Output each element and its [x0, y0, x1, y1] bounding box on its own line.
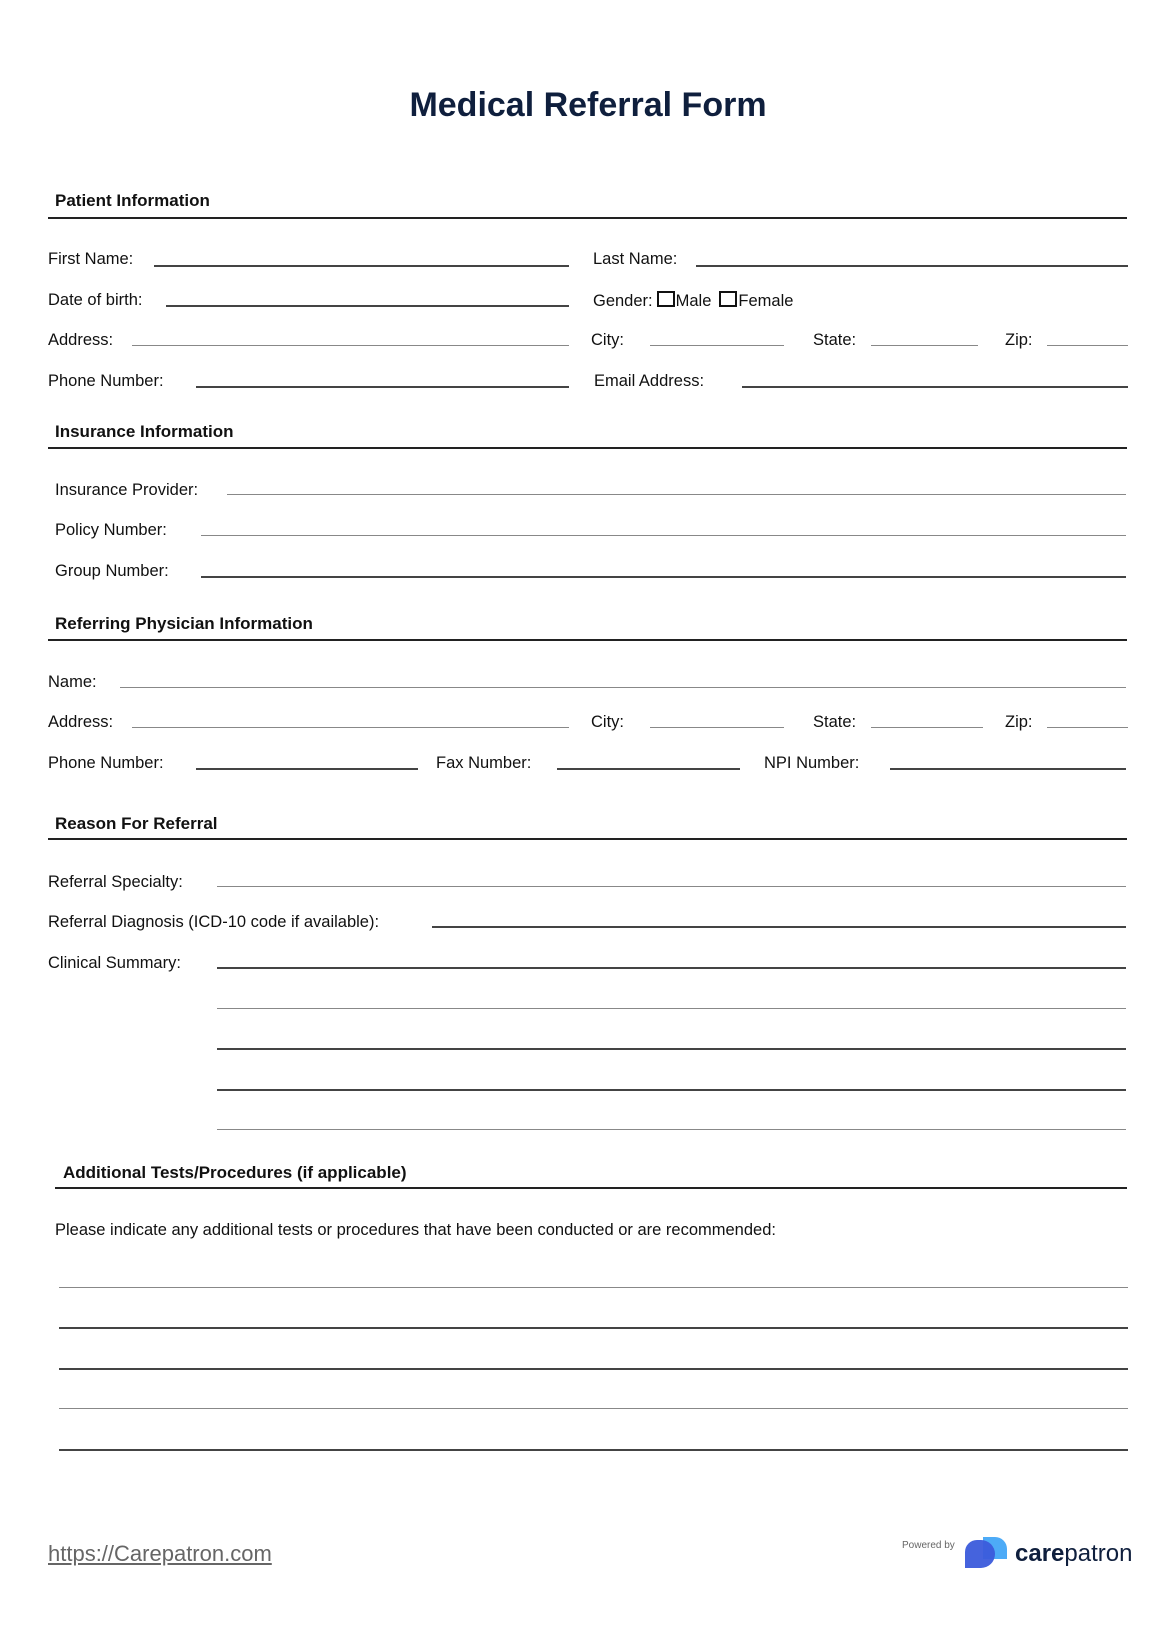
gender-label: Gender:: [593, 292, 653, 310]
npi-field[interactable]: [890, 768, 1126, 770]
powered-by-label: Powered by: [902, 1540, 955, 1551]
additional-line[interactable]: [59, 1449, 1128, 1451]
section-divider: [48, 639, 1127, 641]
city-field[interactable]: [650, 345, 784, 346]
section-divider: [48, 217, 1127, 219]
section-heading-reason: Reason For Referral: [55, 814, 218, 833]
section-heading-physician: Referring Physician Information: [55, 614, 313, 633]
specialty-field[interactable]: [217, 886, 1126, 887]
specialty-label: Referral Specialty:: [48, 873, 183, 891]
section-heading-patient: Patient Information: [55, 191, 210, 210]
policy-number-field[interactable]: [201, 535, 1126, 536]
physician-state-field[interactable]: [871, 727, 983, 728]
brand-rest: patron: [1064, 1540, 1133, 1567]
fax-field[interactable]: [557, 768, 740, 770]
additional-line[interactable]: [59, 1327, 1128, 1329]
address-field[interactable]: [132, 345, 569, 346]
physician-address-field[interactable]: [132, 727, 569, 728]
physician-city-label: City:: [591, 713, 624, 731]
state-field[interactable]: [871, 345, 978, 346]
clinical-summary-line[interactable]: [217, 967, 1126, 969]
clinical-summary-label: Clinical Summary:: [48, 954, 181, 972]
physician-phone-field[interactable]: [196, 768, 418, 770]
address-label: Address:: [48, 331, 114, 349]
zip-label: Zip:: [1005, 331, 1033, 349]
carepatron-link[interactable]: https://Carepatron.com: [48, 1541, 272, 1566]
physician-phone-label: Phone Number:: [48, 754, 164, 772]
phone-label: Phone Number:: [48, 372, 164, 390]
additional-line[interactable]: [59, 1408, 1128, 1409]
clinical-summary-line[interactable]: [217, 1089, 1126, 1091]
zip-field[interactable]: [1047, 345, 1128, 346]
physician-state-label: State:: [813, 713, 857, 731]
fax-label: Fax Number:: [436, 754, 532, 772]
female-checkbox[interactable]: [719, 291, 737, 307]
dob-label: Date of birth:: [48, 291, 143, 309]
male-checkbox[interactable]: [657, 291, 675, 307]
page-title: Medical Referral Form: [409, 86, 767, 124]
physician-name-field[interactable]: [120, 687, 1126, 688]
phone-field[interactable]: [196, 386, 569, 388]
carepatron-brand: [1015, 1540, 1132, 1568]
section-divider: [48, 447, 1127, 449]
physician-address-label: Address:: [48, 713, 114, 731]
policy-number-label: Policy Number:: [55, 521, 167, 539]
clinical-summary-line[interactable]: [217, 1048, 1126, 1050]
city-label: City:: [591, 331, 624, 349]
clinical-summary-line[interactable]: [217, 1008, 1126, 1009]
physician-zip-field[interactable]: [1047, 727, 1128, 728]
gender-group: [593, 291, 793, 311]
email-field[interactable]: [742, 386, 1128, 388]
first-name-label: First Name:: [48, 250, 134, 268]
dob-field[interactable]: [166, 305, 569, 307]
last-name-label: Last Name:: [593, 250, 678, 268]
last-name-field[interactable]: [696, 265, 1128, 267]
insurance-provider-label: Insurance Provider:: [55, 481, 199, 499]
section-divider: [55, 1187, 1127, 1189]
insurance-provider-field[interactable]: [227, 494, 1126, 495]
group-number-label: Group Number:: [55, 562, 169, 580]
diagnosis-field[interactable]: [432, 926, 1126, 928]
additional-line[interactable]: [59, 1287, 1128, 1288]
additional-instruction: Please indicate any additional tests or procedures that have been conducted or are recommended:: [55, 1221, 776, 1239]
male-label: Male: [675, 292, 712, 310]
section-divider: [48, 838, 1127, 840]
section-heading-additional: Additional Tests/Procedures (if applicable): [63, 1163, 407, 1182]
diagnosis-label: Referral Diagnosis (ICD-10 code if available):: [48, 913, 380, 931]
additional-line[interactable]: [59, 1368, 1128, 1370]
brand-bold: care: [1015, 1540, 1065, 1567]
group-number-field[interactable]: [201, 576, 1126, 578]
physician-zip-label: Zip:: [1005, 713, 1033, 731]
state-label: State:: [813, 331, 857, 349]
female-label: Female: [738, 292, 794, 310]
physician-city-field[interactable]: [650, 727, 784, 728]
physician-name-label: Name:: [48, 673, 97, 691]
section-heading-insurance: Insurance Information: [55, 422, 234, 441]
carepatron-logo-icon: [965, 1537, 1013, 1571]
npi-label: NPI Number:: [764, 754, 860, 772]
clinical-summary-line[interactable]: [217, 1129, 1126, 1130]
email-label: Email Address:: [594, 372, 705, 390]
first-name-field[interactable]: [154, 265, 569, 267]
